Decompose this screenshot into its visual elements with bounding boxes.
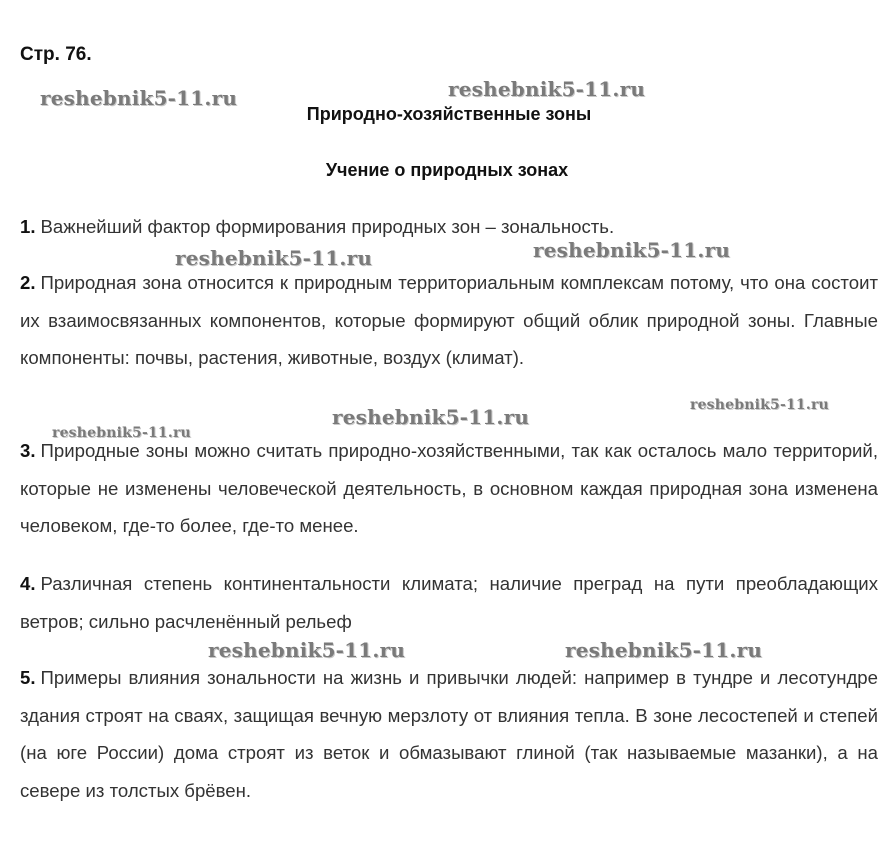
watermark: reshebnik5-11.ru bbox=[448, 77, 646, 101]
watermark: reshebnik5-11.ru bbox=[565, 638, 763, 662]
paragraph-text: Важнейший фактор формирования природных зон – зональность. bbox=[40, 216, 615, 237]
paragraph-text: Природные зоны можно считать природно-хозяйственными, так как осталось мало территорий, которые не изменены человеческой деятельность, в основном каждая природная зона изменена человеком, где-то более, где-то менее. bbox=[20, 440, 878, 536]
paragraph-text: Различная степень континентальности климата; наличие преград на пути преобладающих ветров; сильно расчленённый рельеф bbox=[20, 573, 878, 632]
paragraph-5 bbox=[20, 659, 878, 809]
paragraph-number: 3. bbox=[20, 440, 36, 461]
watermark: reshebnik5-11.ru bbox=[40, 86, 238, 110]
paragraph-1 bbox=[20, 208, 878, 246]
watermark: reshebnik5-11.ru bbox=[208, 638, 406, 662]
paragraph-text: Примеры влияния зональности на жизнь и привычки людей: например в тундре и лесотундре здания строят на сваях, защищая вечную мерзлоту от влияния тепла. В зоне лесостепей и степей (на юге России) дома строят из веток и обмазывают глиной (так называемые мазанки), а на севере из толстых брёвен. bbox=[20, 667, 878, 801]
paragraph-text: Природная зона относится к природным территориальным комплексам потому, что она состоит их взаимосвязанных компонентов, которые формируют общий облик природной зоны. Главные компоненты: почвы, растения, животные, воздух (климат). bbox=[20, 272, 878, 368]
watermark: reshebnik5-11.ru bbox=[175, 246, 373, 270]
paragraph-4 bbox=[20, 565, 878, 640]
paragraph-number: 5. bbox=[20, 667, 36, 688]
watermark: reshebnik5-11.ru bbox=[533, 238, 731, 262]
page-label: Стр. 76. bbox=[20, 44, 92, 65]
paragraph-number: 4. bbox=[20, 573, 36, 594]
watermark: reshebnik5-11.ru bbox=[690, 397, 829, 413]
page-title: Природно-хозяйственные зоны bbox=[306, 104, 592, 124]
paragraph-3 bbox=[20, 432, 878, 545]
paragraph-2 bbox=[20, 264, 878, 377]
paragraph-number: 1. bbox=[20, 216, 36, 237]
paragraph-number: 2. bbox=[20, 272, 36, 293]
page-subtitle: Учение о природных зонах bbox=[325, 160, 569, 180]
watermark: reshebnik5-11.ru bbox=[332, 405, 530, 429]
watermark: reshebnik5-11.ru bbox=[52, 425, 191, 441]
